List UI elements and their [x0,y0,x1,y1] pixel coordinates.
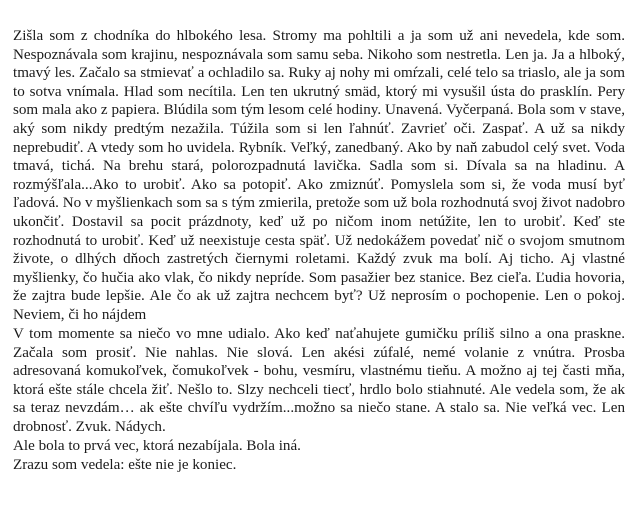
paragraph-3: Ale bola to prvá vec, ktorá nezabíjala. Bola iná. [13,438,301,455]
document-body [13,27,625,475]
paragraph-4: Zrazu som vedela: ešte nie je koniec. [13,457,237,474]
paragraph-2: V tom momente sa niečo vo mne udialo. Ako keď naťahujete gumičku príliš silno a ona praskne. Začala som prosiť. Nie nahlas. Nie slová. Len akési zúfalé, nemé volanie z vnútra. Prosba adresovaná komukoľvek, čomukoľvek - bohu, vesmíru, vlastnému tieňu. A možno aj tej časti mňa, ktorá ešte stále chcela žiť. Nešlo to. Slzy nechceli tiecť, hrdlo bolo stiahnuté. Ale vedela som, že ak sa teraz nevzdám… ak ešte chvíľu vydržím...možno sa niečo stane. A stalo sa. Nie veľká vec. Len drobnosť. Zvuk. Nádych. [13,326,625,435]
paragraph-1: Zišla som z chodníka do hlbokého lesa. Stromy ma pohltili a ja som už ani nevedela, kde som. Nespoznávala som krajinu, nespoznávala som samu seba. Nikoho som nestretla. Len ja. Ja a hlboký, tmavý les. Začalo sa stmievať a ochladilo sa. Ruky aj nohy mi omŕzali, celé telo sa triaslo, ale ja som to sotva vnímala. Hlad som necítila. Len ten ukrutný smäd, ktorý mi vysušil ústa do prasklín. Pery som mala ako z papiera. Blúdila som tým lesom celé hodiny. Unavená. Vyčerpaná. Bola som v stave, aký som nikdy predtým nezažila. Túžila som si len ľahnúť. Zavrieť oči. Zaspať. A už sa nikdy neprebudiť. A vtedy som ho uvidela. Rybník. Veľký, zanedbaný. Ako by naň zabudol celý svet. Voda tmavá, tichá. Na brehu stará, polorozpadnutá lavička. Sadla som si. Dívala sa na hladinu. A rozmýšľala...Ako to urobiť. Ako sa potopiť. Ako zmiznúť. Pomyslela som si, že voda musí byť ľadová. No v myšlienkach som sa s tým zmierila, pretože som už bola rozhodnutá svoj život nadobro ukončiť. Dostavil sa pocit prázdnoty, keď už po ničom inom netúžite, len to urobiť. Keď ste rozhodnutá to urobiť. Keď už neexistuje cesta späť. Už nedokážem povedať nič o svojom smutnom živote, o dlhých dňoch zastretých čiernymi roletami. Každý zvuk ma bolí. Aj ticho. Aj vlastné myšlienky, čo hučia ako vlak, čo nikdy nepríde. Som pasažier bez stanice. Bez cieľa. Ľudia hovoria, že zajtra bude lepšie. Ale čo ak už zajtra nechcem byť? Už neprosím o pochopenie. Len o pokoj. Neviem, či ho nájdem [13,28,625,323]
